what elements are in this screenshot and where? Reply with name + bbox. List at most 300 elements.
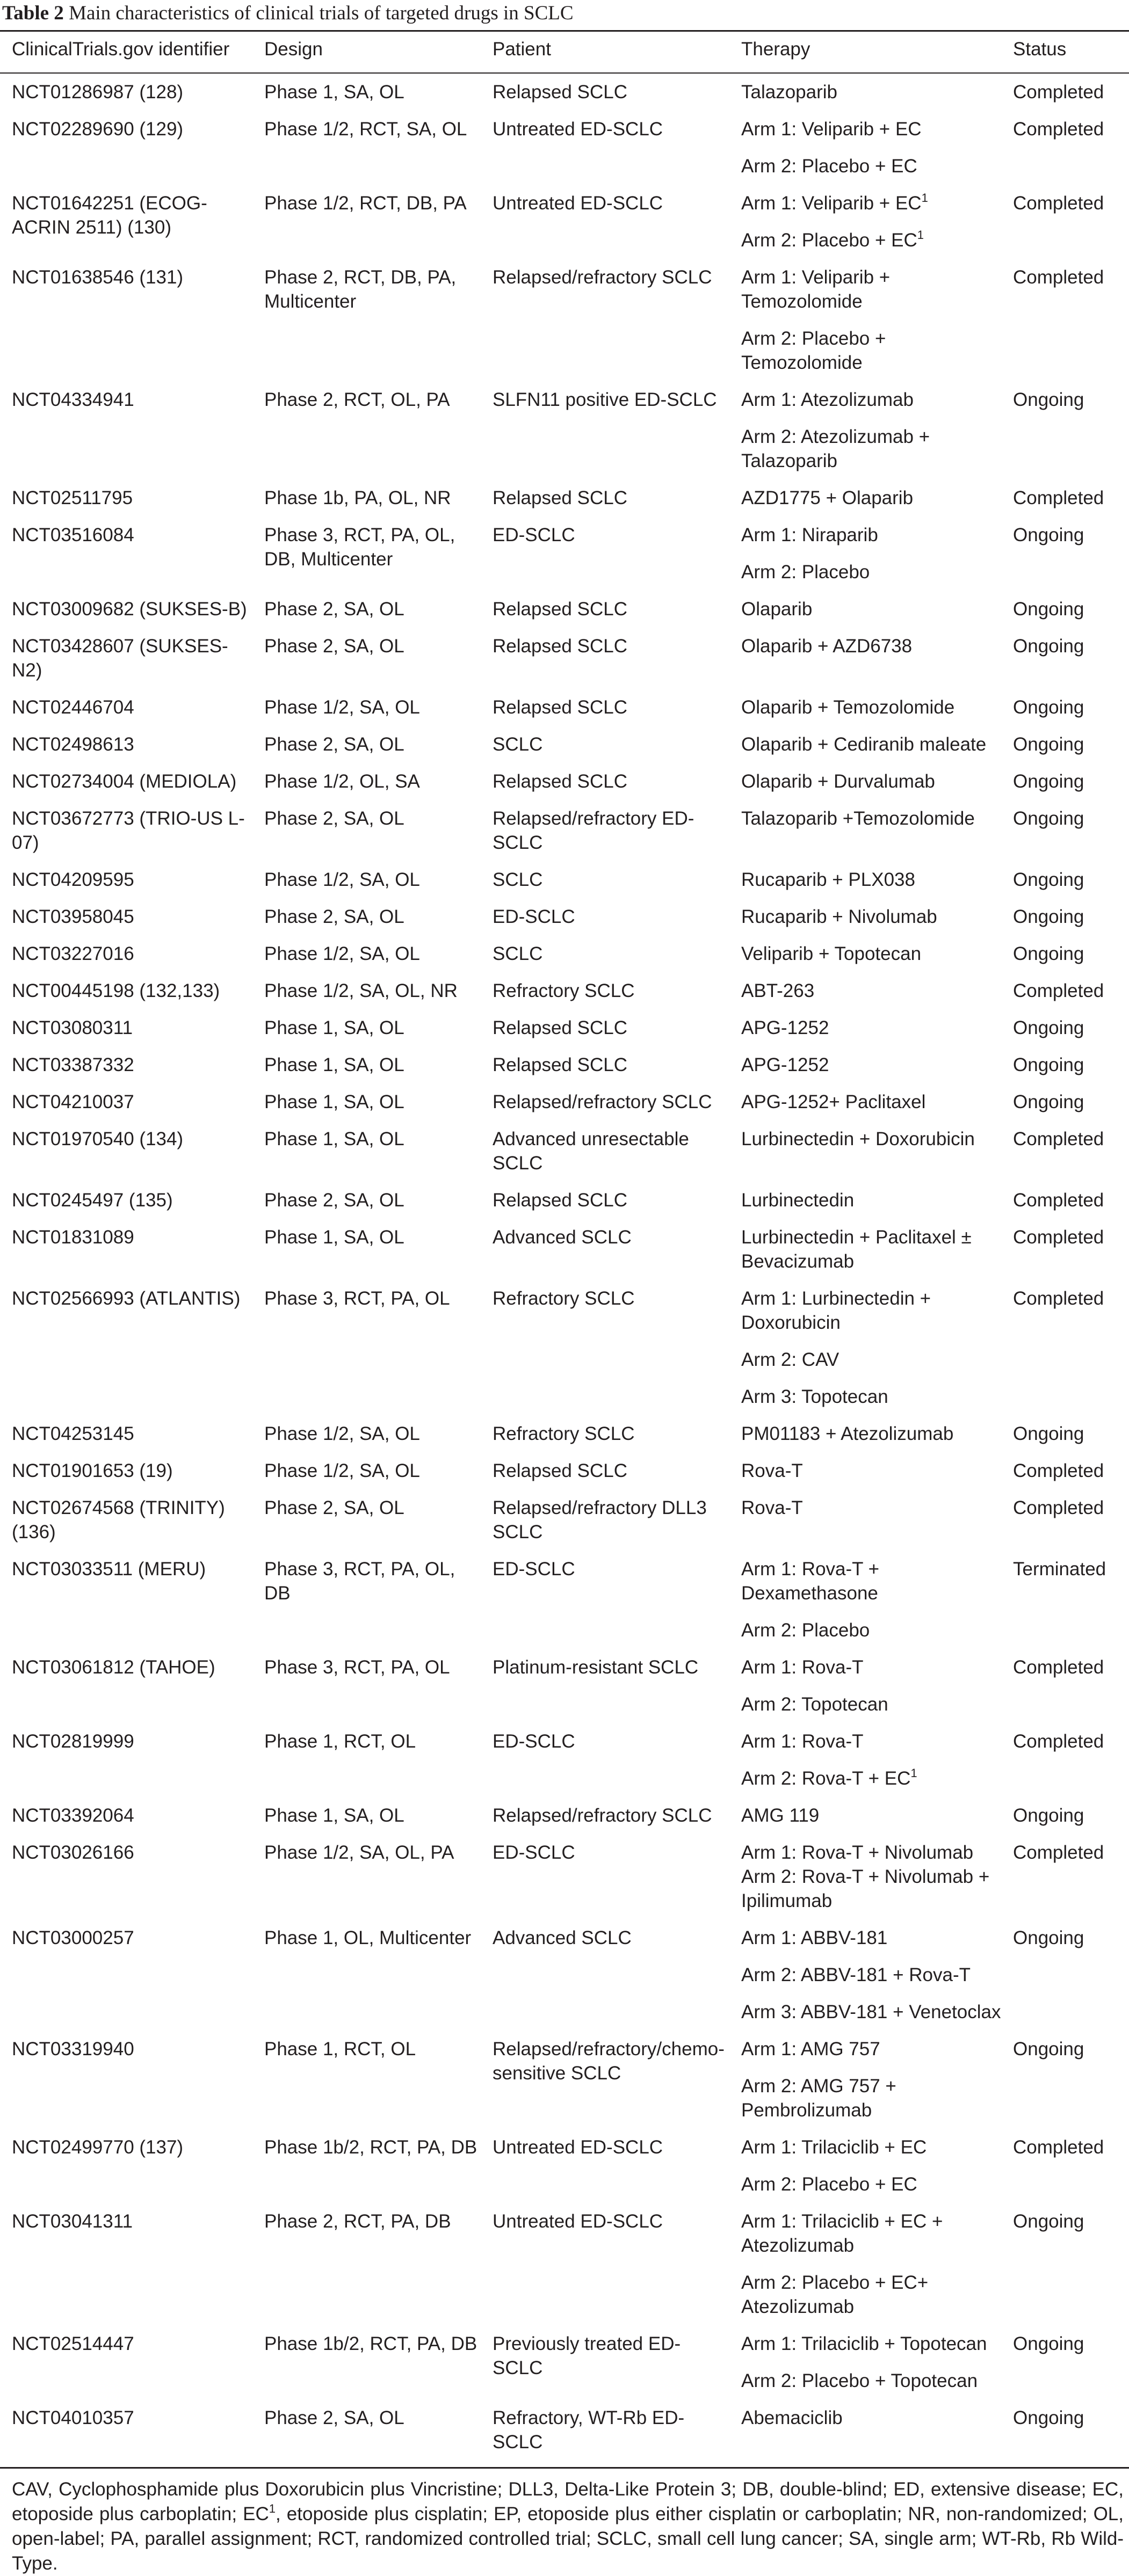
cell-patient [481,2037,729,2135]
cell-status [1001,1090,1129,1127]
cell-status-text: Ongoing [1013,525,1084,545]
cell-design-text: Phase 1, SA, OL [264,1805,404,1826]
cell-status [1001,806,1129,868]
cell-design [252,1496,481,1557]
table-row [0,1926,1129,2037]
cell-design-text: Phase 2, SA, OL [264,1190,404,1211]
cell-design-text: Phase 1, RCT, OL [264,1731,416,1752]
cell-status [1001,1840,1129,1926]
table-row [0,942,1129,979]
cell-therapy [729,1459,1001,1496]
cell-patient [481,979,729,1016]
cell-therapy [729,1053,1001,1090]
cell-identifier [0,905,252,942]
table-row [0,2332,1129,2406]
cell-identifier [0,732,252,769]
cell-patient [481,191,729,265]
cell-status-text: Completed [1013,119,1104,140]
cell-design [252,1803,481,1840]
table-row [0,905,1129,942]
cell-identifier-text: NCT02511795 [12,487,133,508]
cell-identifier-text: NCT02566993 (ATLANTIS) [12,1288,241,1309]
cell-therapy [729,769,1001,806]
column-header-therapy: Therapy [729,32,1001,73]
cell-status [1001,905,1129,942]
cell-patient [481,1840,729,1926]
cell-status-text: Completed [1013,1129,1104,1149]
cell-design [252,2332,481,2406]
therapy-arm: Talazoparib +Temozolomide [741,808,975,829]
cell-therapy [729,1188,1001,1225]
cell-patient [481,1127,729,1188]
cell-design [252,73,481,117]
cell-identifier [0,868,252,905]
cell-patient [481,597,729,634]
cell-patient [481,486,729,523]
cell-status-text: Ongoing [1013,2333,1084,2354]
table-row [0,732,1129,769]
cell-patient [481,1459,729,1496]
cell-therapy [729,905,1001,942]
cell-therapy [729,388,1001,486]
table-row [0,191,1129,265]
cell-identifier-text: NCT01831089 [12,1227,134,1248]
therapy-arm: Arm 3: ABBV-181 + Venetoclax [741,2002,1001,2022]
cell-status [1001,486,1129,523]
cell-status-text: Ongoing [1013,1091,1084,1112]
cell-status [1001,1127,1129,1188]
cell-status [1001,2135,1129,2209]
cell-design-text: Phase 1/2, SA, OL, PA [264,1842,454,1863]
cell-therapy [729,2406,1001,2468]
table-row [0,1422,1129,1459]
therapy-arm: Arm 1: Lurbinectedin + Doxorubicin [741,1288,931,1333]
cell-status [1001,1286,1129,1422]
cell-design [252,2406,481,2468]
cell-design [252,117,481,191]
therapy-arm: Arm 2: Rova-T + $EC^1$ [741,1766,917,1789]
cell-identifier [0,2332,252,2406]
cell-patient-text: Relapsed/refractory SCLC [493,267,712,288]
cell-therapy [729,695,1001,732]
cell-design [252,1053,481,1090]
therapy-arm: Arm 1: Atezolizumab [741,389,914,410]
table-row [0,1496,1129,1557]
table-row [0,523,1129,597]
cell-patient-text: Relapsed SCLC [493,487,627,508]
cell-design-text: Phase 2, RCT, DB, PA, Multicenter [264,267,457,312]
cell-therapy [729,1496,1001,1557]
cell-identifier [0,1127,252,1188]
cell-therapy [729,1127,1001,1188]
cell-design [252,1127,481,1188]
cell-status-text: Ongoing [1013,389,1084,410]
cell-design [252,806,481,868]
cell-patient [481,1286,729,1422]
therapy-arm: Arm 1: Rova-T + Nivolumab Arm 2: Rova-T + Nivolumab + Ipilimumab [741,1842,990,1911]
cell-design-text: Phase 1/2, SA, OL, NR [264,980,458,1001]
cell-patient-text: Relapsed/refractory/chemo-sensitive SCLC [493,2039,725,2084]
therapy-arm: Arm 1: Veliparib + Temozolomide [741,267,891,312]
cell-design [252,1655,481,1729]
cell-patient-text: Refractory SCLC [493,980,635,1001]
cell-identifier [0,1225,252,1286]
cell-identifier-text: NCT04010357 [12,2407,134,2428]
cell-status [1001,1422,1129,1459]
cell-status [1001,117,1129,191]
cell-patient-text: Relapsed SCLC [493,82,627,103]
cell-identifier [0,1496,252,1557]
therapy-arm: Arm 1: Niraparib [741,525,878,545]
cell-design [252,732,481,769]
cell-patient-text: Relapsed/refractory ED-SCLC [493,808,694,853]
cell-therapy [729,73,1001,117]
therapy-arm: Arm 1: Trilaciclib + Topotecan [741,2333,987,2354]
table-row [0,73,1129,117]
cell-patient-text: Advanced SCLC [493,1227,632,1248]
cell-therapy [729,1422,1001,1459]
cell-patient [481,1053,729,1090]
cell-identifier-text: NCT03009682 (SUKSES-B) [12,599,247,620]
table-row [0,486,1129,523]
cell-therapy [729,1803,1001,1840]
cell-patient-text: Relapsed SCLC [493,771,627,792]
cell-patient-text: Relapsed SCLC [493,599,627,620]
cell-identifier-text: NCT01970540 (134) [12,1129,184,1149]
therapy-arm: Arm 2: Topotecan [741,1694,888,1715]
cell-patient [481,523,729,597]
cell-patient [481,73,729,117]
cell-identifier-text: NCT03516084 [12,525,134,545]
cell-patient-text: Relapsed/refractory DLL3 SCLC [493,1497,707,1542]
table-row [0,1016,1129,1053]
table-row [0,2406,1129,2468]
cell-identifier-text: NCT02674568 (TRINITY) (136) [12,1497,225,1542]
cell-identifier [0,1286,252,1422]
cell-identifier [0,1926,252,2037]
therapy-arm: Arm 2: Placebo + $EC^1$ [741,228,924,251]
therapy-arm: Talazoparib [741,82,837,103]
cell-identifier [0,388,252,486]
cell-patient-text: Relapsed SCLC [493,1460,627,1481]
cell-identifier [0,73,252,117]
table-row [0,695,1129,732]
cell-identifier [0,1729,252,1803]
cell-patient [481,942,729,979]
cell-therapy [729,117,1001,191]
cell-status-text: Ongoing [1013,1017,1084,1038]
cell-identifier [0,1188,252,1225]
cell-status-text: Completed [1013,82,1104,103]
column-header-patient: Patient [481,32,729,73]
cell-patient-text: Advanced SCLC [493,1927,632,1948]
cell-identifier [0,1655,252,1729]
cell-patient-text: Relapsed SCLC [493,1190,627,1211]
cell-identifier-text: NCT01286987 (128) [12,82,184,103]
cell-status-text: Ongoing [1013,906,1084,927]
cell-patient-text: ED-SCLC [493,1731,575,1752]
cell-patient-text: SCLC [493,869,543,890]
cell-identifier [0,486,252,523]
therapy-arm: ABT-263 [741,980,815,1001]
cell-therapy [729,2332,1001,2406]
cell-patient [481,1422,729,1459]
therapy-arm: Rucaparib + PLX038 [741,869,915,890]
cell-status [1001,979,1129,1016]
cell-identifier [0,1840,252,1926]
cell-therapy [729,191,1001,265]
cell-patient [481,806,729,868]
cell-design [252,1459,481,1496]
cell-design [252,905,481,942]
cell-patient [481,2135,729,2209]
cell-patient [481,1016,729,1053]
cell-patient [481,769,729,806]
cell-patient-text: Untreated ED-SCLC [493,2137,663,2158]
therapy-arm: Arm 1: ABBV-181 [741,1927,888,1948]
therapy-arm: Arm 2: Placebo + Temozolomide [741,328,886,373]
cell-identifier [0,1557,252,1655]
cell-therapy [729,2209,1001,2332]
cell-patient-text: ED-SCLC [493,906,575,927]
cell-identifier [0,2037,252,2135]
table-row [0,597,1129,634]
therapy-arm: Arm 2: Atezolizumab + Talazoparib [741,426,930,471]
cell-status-text: Ongoing [1013,2039,1084,2060]
cell-therapy [729,1557,1001,1655]
cell-identifier [0,979,252,1016]
table-row [0,868,1129,905]
therapy-arm: Arm 2: CAV [741,1349,839,1370]
cell-therapy [729,1225,1001,1286]
cell-design [252,979,481,1016]
therapy-arm: Lurbinectedin + Doxorubicin [741,1129,975,1149]
cell-design [252,2037,481,2135]
cell-design-text: Phase 1, SA, OL [264,1129,404,1149]
therapy-arm: Arm 2: Placebo [741,1620,870,1641]
cell-identifier-text: NCT04253145 [12,1423,134,1444]
cell-status [1001,695,1129,732]
cell-patient-text: Untreated ED-SCLC [493,193,663,214]
cell-status [1001,2037,1129,2135]
cell-design-text: Phase 2, RCT, PA, DB [264,2211,451,2232]
therapy-arm: Arm 1: Rova-T [741,1657,864,1678]
cell-status [1001,2406,1129,2468]
cell-patient-text: Relapsed/refractory SCLC [493,1805,712,1826]
cell-status [1001,1053,1129,1090]
cell-therapy [729,2135,1001,2209]
cell-status-text: Ongoing [1013,2211,1084,2232]
cell-status-text: Completed [1013,980,1104,1001]
table-row [0,634,1129,695]
cell-status [1001,1459,1129,1496]
cell-design [252,942,481,979]
cell-design [252,2135,481,2209]
cell-therapy [729,979,1001,1016]
table-row [0,2037,1129,2135]
cell-status [1001,868,1129,905]
cell-status [1001,388,1129,486]
therapy-arm: Arm 1: Trilaciclib + EC [741,2137,927,2158]
cell-therapy [729,1655,1001,1729]
cell-design-text: Phase 1/2, SA, OL [264,943,420,964]
table-footnote: CAV, Cyclophosphamide plus Doxorubicin plus Vincristine; DLL3, Delta-Like Protein 3; DB, double-blind; ED, extensive disease; EC, etoposide plus carboplatin; $EC^1$, etoposide plus cisplatin; EP, etoposide plus either cisplatin or carboplatin; NR, non-randomized; OL, open-label; PA, parallel assignment; RCT, randomized controlled trial; SCLC, small cell lung cancer; SA, single arm; WT-Rb, Rb Wild-Type. [12,2479,1124,2574]
table-row [0,769,1129,806]
cell-design-text: Phase 2, SA, OL [264,599,404,620]
cell-patient [481,634,729,695]
therapy-arm: Lurbinectedin + Paclitaxel ± Bevacizumab [741,1227,972,1272]
cell-design-text: Phase 1/2, RCT, SA, OL [264,119,467,140]
cell-patient-text: Refractory SCLC [493,1288,635,1309]
cell-therapy [729,2037,1001,2135]
therapy-arm: Rucaparib + Nivolumab [741,906,937,927]
cell-status [1001,1016,1129,1053]
cell-patient-text: Relapsed/refractory SCLC [493,1091,712,1112]
cell-design-text: Phase 1/2, SA, OL [264,1423,420,1444]
cell-identifier-text: NCT02819999 [12,1731,134,1752]
therapy-arm: Arm 1: Rova-T + Dexamethasone [741,1559,880,1604]
therapy-arm: Olaparib + AZD6738 [741,636,913,657]
cell-status-text: Completed [1013,1731,1104,1752]
table-row [0,1557,1129,1655]
cell-identifier-text: NCT02734004 (MEDIOLA) [12,771,237,792]
cell-identifier-text: NCT03000257 [12,1927,134,1948]
table-row [0,1729,1129,1803]
cell-design-text: Phase 1, SA, OL [264,1227,404,1248]
cell-patient [481,1496,729,1557]
therapy-arm: Rova-T [741,1497,803,1518]
cell-patient [481,117,729,191]
cell-design [252,868,481,905]
cell-therapy [729,1016,1001,1053]
cell-design-text: Phase 1, SA, OL [264,82,404,103]
cell-design-text: Phase 3, RCT, PA, OL, DB [264,1559,455,1604]
cell-patient-text: ED-SCLC [493,1842,575,1863]
cell-design-text: Phase 1/2, SA, OL [264,1460,420,1481]
table-body [0,73,1129,2468]
cell-therapy [729,1090,1001,1127]
cell-design-text: Phase 1, SA, OL [264,1017,404,1038]
cell-patient [481,1655,729,1729]
cell-therapy [729,1840,1001,1926]
therapy-arm: AZD1775 + Olaparib [741,487,914,508]
header-row [0,32,1129,73]
cell-identifier [0,634,252,695]
cell-design [252,634,481,695]
therapy-arm: Olaparib + Durvalumab [741,771,935,792]
cell-identifier-text: NCT03428607 (SUKSES-N2) [12,636,228,681]
cell-identifier [0,1016,252,1053]
table-row [0,1459,1129,1496]
cell-design [252,1225,481,1286]
cell-therapy [729,1729,1001,1803]
cell-identifier-text: NCT03061812 (TAHOE) [12,1657,215,1678]
cell-therapy [729,486,1001,523]
cell-identifier-text: NCT02498613 [12,734,134,755]
cell-identifier-text: NCT01901653 (19) [12,1460,173,1481]
cell-design [252,1090,481,1127]
cell-design [252,1840,481,1926]
cell-status-text: Completed [1013,487,1104,508]
cell-identifier [0,1090,252,1127]
cell-status-text: Completed [1013,267,1104,288]
table-row [0,2209,1129,2332]
therapy-arm: Arm 2: ABBV-181 + Rova-T [741,1964,971,1985]
cell-patient-text: Relapsed SCLC [493,636,627,657]
cell-patient [481,1729,729,1803]
cell-status-text: Completed [1013,1227,1104,1248]
cell-identifier-text: NCT04210037 [12,1091,134,1112]
cell-design-text: Phase 2, SA, OL [264,1497,404,1518]
cell-patient [481,1557,729,1655]
cell-identifier-text: NCT03392064 [12,1805,134,1826]
cell-therapy [729,732,1001,769]
cell-identifier [0,2135,252,2209]
cell-status [1001,634,1129,695]
cell-design-text: Phase 1/2, OL, SA [264,771,420,792]
cell-patient-text: Relapsed SCLC [493,1017,627,1038]
cell-design-text: Phase 3, RCT, PA, OL [264,1657,450,1678]
cell-status [1001,523,1129,597]
therapy-arm: Arm 3: Topotecan [741,1386,888,1407]
cell-status-text: Ongoing [1013,771,1084,792]
therapy-arm: Arm 1: AMG 757 [741,2039,880,2060]
cell-patient-text: Relapsed SCLC [493,1054,627,1075]
cell-status-text: Ongoing [1013,1927,1084,1948]
cell-identifier [0,117,252,191]
cell-design-text: Phase 1/2, SA, OL [264,697,420,718]
cell-status-text: Ongoing [1013,1054,1084,1075]
table-row [0,806,1129,868]
table-row [0,265,1129,388]
cell-identifier [0,2406,252,2468]
cell-identifier-text: NCT03319940 [12,2039,134,2060]
cell-therapy [729,806,1001,868]
cell-identifier [0,1422,252,1459]
cell-status-text: Ongoing [1013,1805,1084,1826]
column-header-status: Status [1001,32,1129,73]
cell-patient [481,2209,729,2332]
table-row [0,388,1129,486]
cell-patient [481,1188,729,1225]
therapy-arm: Abemaciclib [741,2407,843,2428]
table-row [0,1053,1129,1090]
cell-patient-text: Untreated ED-SCLC [493,2211,663,2232]
table-row [0,979,1129,1016]
therapy-arm: AMG 119 [741,1805,820,1826]
cell-patient-text: SLFN11 positive ED-SCLC [493,389,717,410]
cell-patient [481,1225,729,1286]
therapy-arm: Rova-T [741,1460,803,1481]
cell-identifier [0,942,252,979]
cell-design [252,2209,481,2332]
therapy-arm: Olaparib + Cediranib maleate [741,734,987,755]
cell-identifier-text: NCT03227016 [12,943,134,964]
therapy-arm: Arm 1: Rova-T [741,1731,864,1752]
cell-identifier [0,2209,252,2332]
cell-patient [481,2332,729,2406]
cell-design [252,191,481,265]
cell-identifier-text: NCT01638546 (131) [12,267,184,288]
cell-design [252,695,481,732]
cell-status [1001,732,1129,769]
cell-identifier [0,695,252,732]
cell-design-text: Phase 1b/2, RCT, PA, DB [264,2333,477,2354]
cell-design-text: Phase 3, RCT, PA, OL [264,1288,450,1309]
cell-therapy [729,597,1001,634]
cell-patient-text: Previously treated ED-SCLC [493,2333,681,2378]
cell-patient [481,265,729,388]
